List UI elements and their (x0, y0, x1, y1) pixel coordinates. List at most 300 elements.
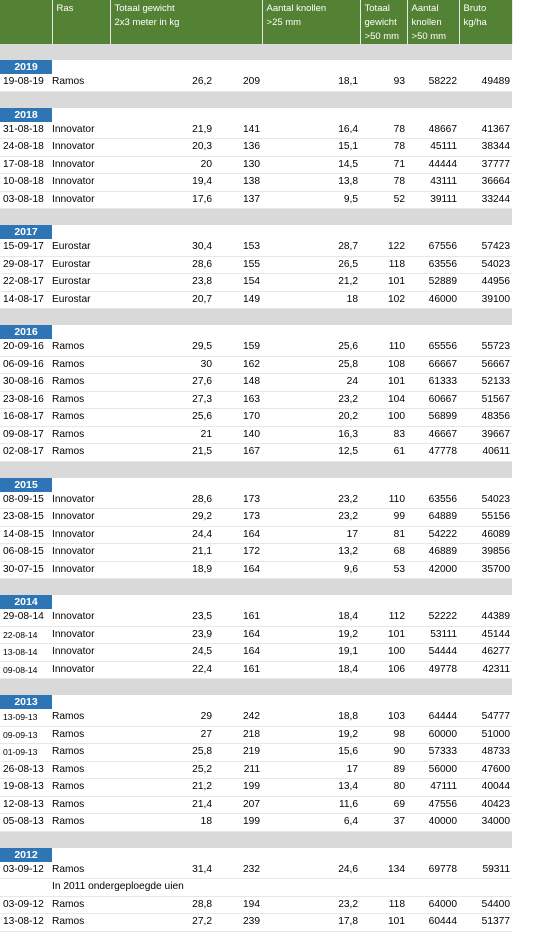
date-cell: 30-07-15 (0, 561, 52, 579)
netto-cell: 48356 (459, 409, 512, 427)
empty-cell (262, 139, 318, 157)
ras-cell: Ramos (52, 426, 110, 444)
gewicht-50-cell: 18,1 (318, 74, 360, 91)
ras-cell: Innovator (52, 191, 110, 209)
year-header-row (0, 108, 512, 122)
year-row-filler (52, 60, 512, 74)
spacer-cell (0, 91, 512, 108)
bruto-cell: 69778 (407, 862, 459, 879)
header-aantal-knollen-50: Aantal knollen >50 mm (407, 0, 459, 44)
date-cell: 31-08-18 (0, 122, 52, 139)
date-cell: 06-08-15 (0, 544, 52, 562)
bruto-cell: 57333 (407, 744, 459, 762)
spacer-cell (0, 831, 512, 848)
table-row (0, 609, 512, 626)
aantal-knollen-50-cell: 103 (360, 709, 407, 726)
aantal-knollen-25-cell: 219 (214, 744, 262, 762)
aantal-knollen-50-cell: 110 (360, 492, 407, 509)
bruto-cell: 46889 (407, 544, 459, 562)
spacer-cell (0, 461, 512, 478)
empty-cell (262, 661, 318, 679)
ras-cell: Ramos (52, 74, 110, 91)
empty-cell (262, 509, 318, 527)
empty-cell (262, 156, 318, 174)
ras-cell: Innovator (52, 661, 110, 679)
aantal-knollen-25-cell: 199 (214, 779, 262, 797)
empty-cell (262, 779, 318, 797)
totaal-gewicht-cell: 27,3 (110, 391, 214, 409)
aantal-knollen-50-cell: 89 (360, 761, 407, 779)
totaal-gewicht-cell: 28,6 (110, 492, 214, 509)
totaal-gewicht-cell: 18 (110, 814, 214, 832)
aantal-knollen-25-cell: 136 (214, 139, 262, 157)
ras-cell: Innovator (52, 609, 110, 626)
totaal-gewicht-cell: 21 (110, 426, 214, 444)
gewicht-50-cell: 13,4 (318, 779, 360, 797)
gewicht-50-cell: 23,2 (318, 509, 360, 527)
section-spacer (0, 831, 512, 848)
header-ras: Ras (52, 0, 110, 44)
netto-cell: 44389 (459, 609, 512, 626)
aantal-knollen-50-cell: 93 (360, 74, 407, 91)
gewicht-50-cell: 25,8 (318, 356, 360, 374)
aantal-knollen-25-cell: 164 (214, 644, 262, 662)
ras-cell: Ramos (52, 796, 110, 814)
bruto-cell: 47556 (407, 796, 459, 814)
aantal-knollen-50-cell: 122 (360, 239, 407, 256)
bruto-cell: 56899 (407, 409, 459, 427)
aantal-knollen-25-cell: 137 (214, 191, 262, 209)
gewicht-50-cell: 24,6 (318, 862, 360, 879)
aantal-knollen-50-cell: 68 (360, 544, 407, 562)
netto-cell: 48733 (459, 744, 512, 762)
aantal-knollen-25-cell: 239 (214, 914, 262, 932)
totaal-gewicht-cell: 31,4 (110, 862, 214, 879)
totaal-gewicht-cell: 29 (110, 709, 214, 726)
date-cell: 02-08-17 (0, 444, 52, 462)
date-cell: 01-09-13 (0, 744, 52, 762)
ras-cell: Innovator (52, 156, 110, 174)
bruto-cell: 63556 (407, 492, 459, 509)
netto-cell: 52133 (459, 374, 512, 392)
aantal-knollen-25-cell: 172 (214, 544, 262, 562)
totaal-gewicht-cell: 29,2 (110, 509, 214, 527)
netto-cell: 55156 (459, 509, 512, 527)
bruto-cell: 64444 (407, 709, 459, 726)
table-row (0, 561, 512, 579)
table-row (0, 356, 512, 374)
section-spacer (0, 209, 512, 226)
table-row (0, 509, 512, 527)
bruto-cell: 52889 (407, 274, 459, 292)
table-row (0, 444, 512, 462)
year-row-filler (52, 478, 512, 492)
aantal-knollen-25-cell: 141 (214, 122, 262, 139)
table-row (0, 239, 512, 256)
ras-cell: Innovator (52, 561, 110, 579)
aantal-knollen-25-cell: 167 (214, 444, 262, 462)
ras-cell: Innovator (52, 492, 110, 509)
empty-cell (262, 761, 318, 779)
netto-cell: 40611 (459, 444, 512, 462)
empty-cell (262, 374, 318, 392)
bruto-cell: 64000 (407, 896, 459, 914)
aantal-knollen-25-cell: 161 (214, 609, 262, 626)
empty-cell (262, 191, 318, 209)
year-row-filler (52, 225, 512, 239)
table-row (0, 174, 512, 192)
totaal-gewicht-cell: 20,3 (110, 139, 214, 157)
table-row (0, 644, 512, 662)
gewicht-50-cell: 23,2 (318, 896, 360, 914)
empty-cell (262, 526, 318, 544)
table-row (0, 626, 512, 644)
ras-cell: Eurostar (52, 256, 110, 274)
table-row (0, 122, 512, 139)
ras-cell: Innovator (52, 526, 110, 544)
table-row (0, 156, 512, 174)
gewicht-50-cell: 14,5 (318, 156, 360, 174)
aantal-knollen-50-cell: 101 (360, 374, 407, 392)
date-cell: 16-08-17 (0, 409, 52, 427)
date-cell: 09-08-14 (0, 661, 52, 679)
table-row (0, 896, 512, 914)
aantal-knollen-50-cell: 71 (360, 156, 407, 174)
gewicht-50-cell: 18,4 (318, 661, 360, 679)
date-cell: 17-08-18 (0, 156, 52, 174)
netto-cell: 46277 (459, 644, 512, 662)
aantal-knollen-50-cell: 112 (360, 609, 407, 626)
aantal-knollen-25-cell: 232 (214, 862, 262, 879)
aantal-knollen-25-cell: 148 (214, 374, 262, 392)
date-cell: 23-08-16 (0, 391, 52, 409)
aantal-knollen-50-cell: 108 (360, 356, 407, 374)
year-label: 2018 (0, 108, 52, 122)
netto-cell: 40044 (459, 779, 512, 797)
aantal-knollen-25-cell: 242 (214, 709, 262, 726)
year-label: 2014 (0, 595, 52, 609)
bruto-cell: 56000 (407, 761, 459, 779)
bruto-cell: 52222 (407, 609, 459, 626)
empty-cell (262, 74, 318, 91)
empty-cell (262, 356, 318, 374)
netto-cell: 55723 (459, 339, 512, 356)
ras-cell: Ramos (52, 779, 110, 797)
aantal-knollen-50-cell: 118 (360, 896, 407, 914)
empty-cell (262, 796, 318, 814)
gewicht-50-cell: 17,8 (318, 914, 360, 932)
ras-cell: Ramos (52, 896, 110, 914)
empty-cell (262, 444, 318, 462)
table-row (0, 744, 512, 762)
netto-cell: 57423 (459, 239, 512, 256)
empty-cell (262, 914, 318, 932)
aantal-knollen-50-cell: 78 (360, 122, 407, 139)
totaal-gewicht-cell: 23,5 (110, 609, 214, 626)
aantal-knollen-25-cell: 162 (214, 356, 262, 374)
totaal-gewicht-cell: 18,9 (110, 561, 214, 579)
totaal-gewicht-cell: 17,6 (110, 191, 214, 209)
aantal-knollen-25-cell: 163 (214, 391, 262, 409)
year-row-filler (52, 695, 512, 709)
bruto-cell: 54222 (407, 526, 459, 544)
date-cell: 14-08-17 (0, 291, 52, 309)
aantal-knollen-25-cell: 173 (214, 509, 262, 527)
date-cell: 14-08-15 (0, 526, 52, 544)
netto-cell: 40423 (459, 796, 512, 814)
aantal-knollen-50-cell: 98 (360, 726, 407, 744)
date-cell: 19-08-19 (0, 74, 52, 91)
gewicht-50-cell: 23,2 (318, 391, 360, 409)
table-row (0, 74, 512, 91)
bruto-cell: 60000 (407, 726, 459, 744)
header-totaal-gewicht: Totaal gewicht 2x3 meter in kg (110, 0, 262, 44)
empty-cell (262, 492, 318, 509)
date-cell: 23-08-15 (0, 509, 52, 527)
aantal-knollen-25-cell: 130 (214, 156, 262, 174)
aantal-knollen-25-cell: 194 (214, 896, 262, 914)
date-cell: 06-09-16 (0, 356, 52, 374)
empty-cell (262, 291, 318, 309)
ras-cell: Ramos (52, 814, 110, 832)
date-cell: 26-08-13 (0, 761, 52, 779)
gewicht-50-cell: 9,6 (318, 561, 360, 579)
aantal-knollen-50-cell: 78 (360, 139, 407, 157)
bruto-cell: 54444 (407, 644, 459, 662)
table-row (0, 709, 512, 726)
date-cell: 22-08-14 (0, 626, 52, 644)
gewicht-50-cell: 13,2 (318, 544, 360, 562)
aantal-knollen-25-cell: 159 (214, 339, 262, 356)
date-cell: 10-08-18 (0, 174, 52, 192)
netto-cell: 47600 (459, 761, 512, 779)
year-header-row (0, 225, 512, 239)
netto-cell: 36664 (459, 174, 512, 192)
ras-cell: Innovator (52, 644, 110, 662)
spacer-cell (0, 679, 512, 696)
section-spacer (0, 91, 512, 108)
totaal-gewicht-cell: 26,2 (110, 74, 214, 91)
empty-cell (262, 409, 318, 427)
year-row-filler (52, 848, 512, 862)
empty-cell (262, 274, 318, 292)
empty-cell (262, 896, 318, 914)
netto-cell: 54023 (459, 256, 512, 274)
aantal-knollen-50-cell: 106 (360, 661, 407, 679)
bruto-cell: 60667 (407, 391, 459, 409)
table-row (0, 339, 512, 356)
aantal-knollen-50-cell: 104 (360, 391, 407, 409)
date-cell: 09-08-17 (0, 426, 52, 444)
section-spacer (0, 579, 512, 596)
totaal-gewicht-cell: 28,6 (110, 256, 214, 274)
totaal-gewicht-cell: 19,4 (110, 174, 214, 192)
aantal-knollen-50-cell: 61 (360, 444, 407, 462)
table-row (0, 779, 512, 797)
aantal-knollen-50-cell: 102 (360, 291, 407, 309)
date-cell: 29-08-14 (0, 609, 52, 626)
aantal-knollen-50-cell: 80 (360, 779, 407, 797)
empty-cell (262, 256, 318, 274)
table-row (0, 526, 512, 544)
aantal-knollen-25-cell: 161 (214, 661, 262, 679)
netto-cell: 56667 (459, 356, 512, 374)
empty-cell (262, 626, 318, 644)
empty-cell (262, 391, 318, 409)
bruto-cell: 63556 (407, 256, 459, 274)
netto-cell: 37777 (459, 156, 512, 174)
totaal-gewicht-cell: 23,8 (110, 274, 214, 292)
empty-cell (262, 239, 318, 256)
header-totaal-gewicht-50: Totaal gewicht >50 mm (360, 0, 407, 44)
empty-cell (262, 726, 318, 744)
totaal-gewicht-cell: 29,5 (110, 339, 214, 356)
table-row (0, 274, 512, 292)
aantal-knollen-50-cell: 69 (360, 796, 407, 814)
bruto-cell: 46667 (407, 426, 459, 444)
empty-cell (262, 426, 318, 444)
aantal-knollen-50-cell: 83 (360, 426, 407, 444)
date-cell: 20-09-16 (0, 339, 52, 356)
empty-cell (262, 544, 318, 562)
netto-cell: 54400 (459, 896, 512, 914)
gewicht-50-cell: 25,6 (318, 339, 360, 356)
totaal-gewicht-cell: 23,9 (110, 626, 214, 644)
date-cell: 03-09-12 (0, 896, 52, 914)
empty-cell (262, 174, 318, 192)
year-header-row (0, 325, 512, 339)
table-row (0, 139, 512, 157)
year-label: 2015 (0, 478, 52, 492)
table-row (0, 374, 512, 392)
bruto-cell: 64889 (407, 509, 459, 527)
aantal-knollen-25-cell: 211 (214, 761, 262, 779)
table-body (0, 44, 512, 931)
aantal-knollen-25-cell: 173 (214, 492, 262, 509)
date-cell: 29-08-17 (0, 256, 52, 274)
totaal-gewicht-cell: 30,4 (110, 239, 214, 256)
totaal-gewicht-cell: 22,4 (110, 661, 214, 679)
totaal-gewicht-cell: 21,2 (110, 779, 214, 797)
ras-cell: Ramos (52, 356, 110, 374)
year-header-row (0, 60, 512, 74)
gewicht-50-cell: 16,4 (318, 122, 360, 139)
year-header-row (0, 848, 512, 862)
ras-cell: Eurostar (52, 291, 110, 309)
date-cell: 08-09-15 (0, 492, 52, 509)
netto-cell: 34000 (459, 814, 512, 832)
header-row: Ras Totaal gewicht 2x3 meter in kg Aantal knollen >25 mm Totaal gewicht >50 mm Aantal knollen >50 mm Bruto kg/ha Netto kg/ha (0, 0, 512, 44)
note-row (0, 879, 512, 897)
date-cell: 22-08-17 (0, 274, 52, 292)
section-spacer (0, 44, 512, 60)
date-cell: 09-09-13 (0, 726, 52, 744)
totaal-gewicht-cell: 21,4 (110, 796, 214, 814)
gewicht-50-cell: 23,2 (318, 492, 360, 509)
gewicht-50-cell: 19,1 (318, 644, 360, 662)
year-row-filler (52, 595, 512, 609)
gewicht-50-cell: 18 (318, 291, 360, 309)
table-row (0, 391, 512, 409)
bruto-cell: 60444 (407, 914, 459, 932)
ras-cell: Ramos (52, 444, 110, 462)
gewicht-50-cell: 18,4 (318, 609, 360, 626)
aantal-knollen-25-cell: 199 (214, 814, 262, 832)
ras-cell: Ramos (52, 914, 110, 932)
table-row (0, 191, 512, 209)
note-spacer (0, 879, 52, 897)
year-label: 2016 (0, 325, 52, 339)
aantal-knollen-50-cell: 100 (360, 644, 407, 662)
table-header (0, 0, 540, 44)
gewicht-50-cell: 21,2 (318, 274, 360, 292)
ras-cell: Innovator (52, 122, 110, 139)
empty-cell (262, 561, 318, 579)
year-row-filler (52, 108, 512, 122)
year-label: 2012 (0, 848, 52, 862)
netto-cell: 45144 (459, 626, 512, 644)
gewicht-50-cell: 6,4 (318, 814, 360, 832)
aantal-knollen-25-cell: 170 (214, 409, 262, 427)
table-row (0, 726, 512, 744)
aantal-knollen-50-cell: 53 (360, 561, 407, 579)
table-row (0, 661, 512, 679)
totaal-gewicht-cell: 27 (110, 726, 214, 744)
table-row (0, 862, 512, 879)
empty-cell (262, 814, 318, 832)
gewicht-50-cell: 20,2 (318, 409, 360, 427)
gewicht-50-cell: 28,7 (318, 239, 360, 256)
gewicht-50-cell: 26,5 (318, 256, 360, 274)
aantal-knollen-50-cell: 81 (360, 526, 407, 544)
table-row (0, 761, 512, 779)
empty-cell (262, 744, 318, 762)
aantal-knollen-50-cell: 118 (360, 256, 407, 274)
aantal-knollen-50-cell: 78 (360, 174, 407, 192)
netto-cell: 33244 (459, 191, 512, 209)
aantal-knollen-50-cell: 52 (360, 191, 407, 209)
totaal-gewicht-cell: 24,4 (110, 526, 214, 544)
aantal-knollen-50-cell: 100 (360, 409, 407, 427)
bruto-cell: 58222 (407, 74, 459, 91)
date-cell: 30-08-16 (0, 374, 52, 392)
table-row (0, 814, 512, 832)
aantal-knollen-25-cell: 207 (214, 796, 262, 814)
date-cell: 19-08-13 (0, 779, 52, 797)
netto-cell: 41367 (459, 122, 512, 139)
gewicht-50-cell: 18,8 (318, 709, 360, 726)
netto-cell: 51000 (459, 726, 512, 744)
ras-cell: Eurostar (52, 239, 110, 256)
ras-cell: Ramos (52, 862, 110, 879)
netto-cell: 54777 (459, 709, 512, 726)
ras-cell: Eurostar (52, 274, 110, 292)
gewicht-50-cell: 15,1 (318, 139, 360, 157)
year-header-row (0, 595, 512, 609)
bruto-cell: 39111 (407, 191, 459, 209)
netto-cell: 38344 (459, 139, 512, 157)
table-row (0, 291, 512, 309)
ras-cell: Ramos (52, 339, 110, 356)
year-header-row (0, 478, 512, 492)
date-cell: 05-08-13 (0, 814, 52, 832)
date-cell: 24-08-18 (0, 139, 52, 157)
totaal-gewicht-cell: 27,2 (110, 914, 214, 932)
note-text: In 2011 ondergeploegde uien (52, 879, 512, 897)
totaal-gewicht-cell: 25,2 (110, 761, 214, 779)
year-label: 2019 (0, 60, 52, 74)
aantal-knollen-50-cell: 101 (360, 914, 407, 932)
